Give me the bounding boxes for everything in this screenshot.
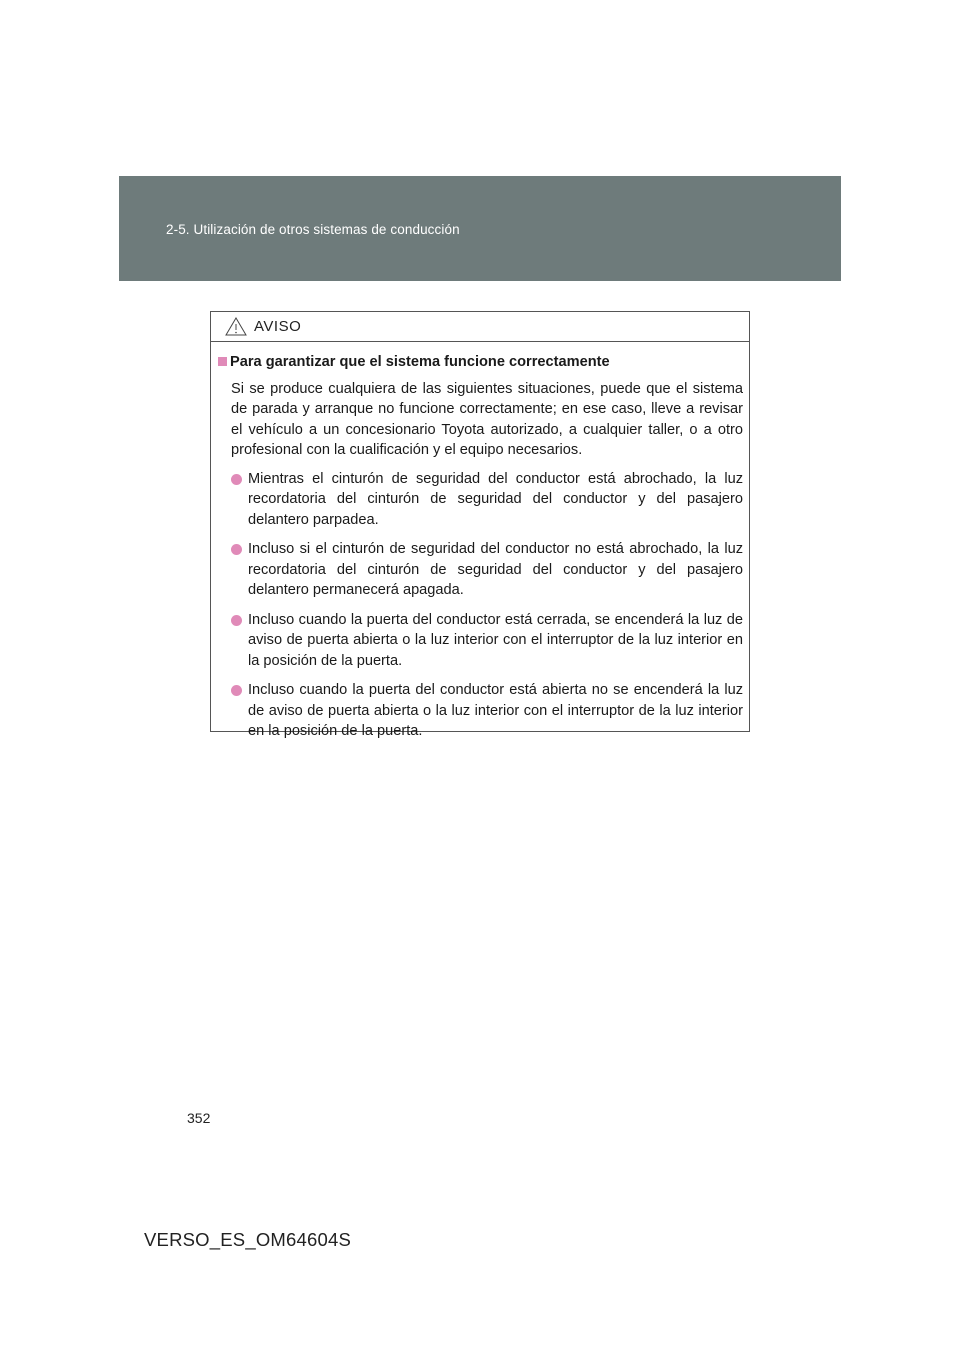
bullet-dot-icon (231, 685, 242, 696)
list-item-text: Incluso cuando la puerta del conductor está abierta no se encenderá la luz de aviso de puerta abierta o la luz interior con el interruptor de la luz interior en la posición de la puerta. (248, 682, 743, 739)
bullet-dot-icon (231, 544, 242, 555)
bullet-dot-icon (231, 474, 242, 485)
warning-subheading (217, 352, 743, 373)
list-item-text: Incluso si el cinturón de seguridad del conductor no está abrochado, la luz recordatoria del cinturón de seguridad del conductor y del pasajero delantero permanecerá apagada. (248, 541, 743, 598)
list-item (217, 469, 743, 531)
document-code: VERSO_ES_OM64604S (144, 1229, 352, 1250)
page-number: 352 (187, 1110, 211, 1126)
warning-intro: Si se produce cualquiera de las siguientes situaciones, puede que el sistema de parada y arranque no funcione correctamente; en ese caso, lleve a revisar el vehículo a un concesionario Toyota autorizado, a cualquier taller, o a otro profesional con la cualificación y el equipo necesarios. (231, 380, 743, 458)
list-item (217, 680, 743, 742)
list-item-text: Incluso cuando la puerta del conductor está cerrada, se encenderá la luz de aviso de puerta abierta o la luz interior con el interruptor de la luz interior en la posición de la puerta. (248, 611, 743, 669)
list-item (217, 610, 743, 672)
warning-triangle-icon (225, 317, 247, 336)
warning-header (211, 312, 749, 342)
warning-subheading-text: Para garantizar que el sistema funcione correctamente (230, 354, 610, 370)
section-title: 2-5. Utilización de otros sistemas de conducción (166, 222, 460, 237)
list-item (217, 539, 743, 601)
warning-title: AVISO (254, 318, 302, 335)
warning-box (210, 311, 750, 739)
warning-body (211, 342, 749, 742)
section-header-band (119, 176, 841, 281)
list-item-text: Mientras el cinturón de seguridad del conductor está abrochado, la luz recordatoria del cinturón de seguridad del conductor y del pasajero delantero parpadea. (248, 470, 743, 528)
bullet-dot-icon (231, 615, 242, 626)
square-bullet-icon (218, 357, 227, 366)
